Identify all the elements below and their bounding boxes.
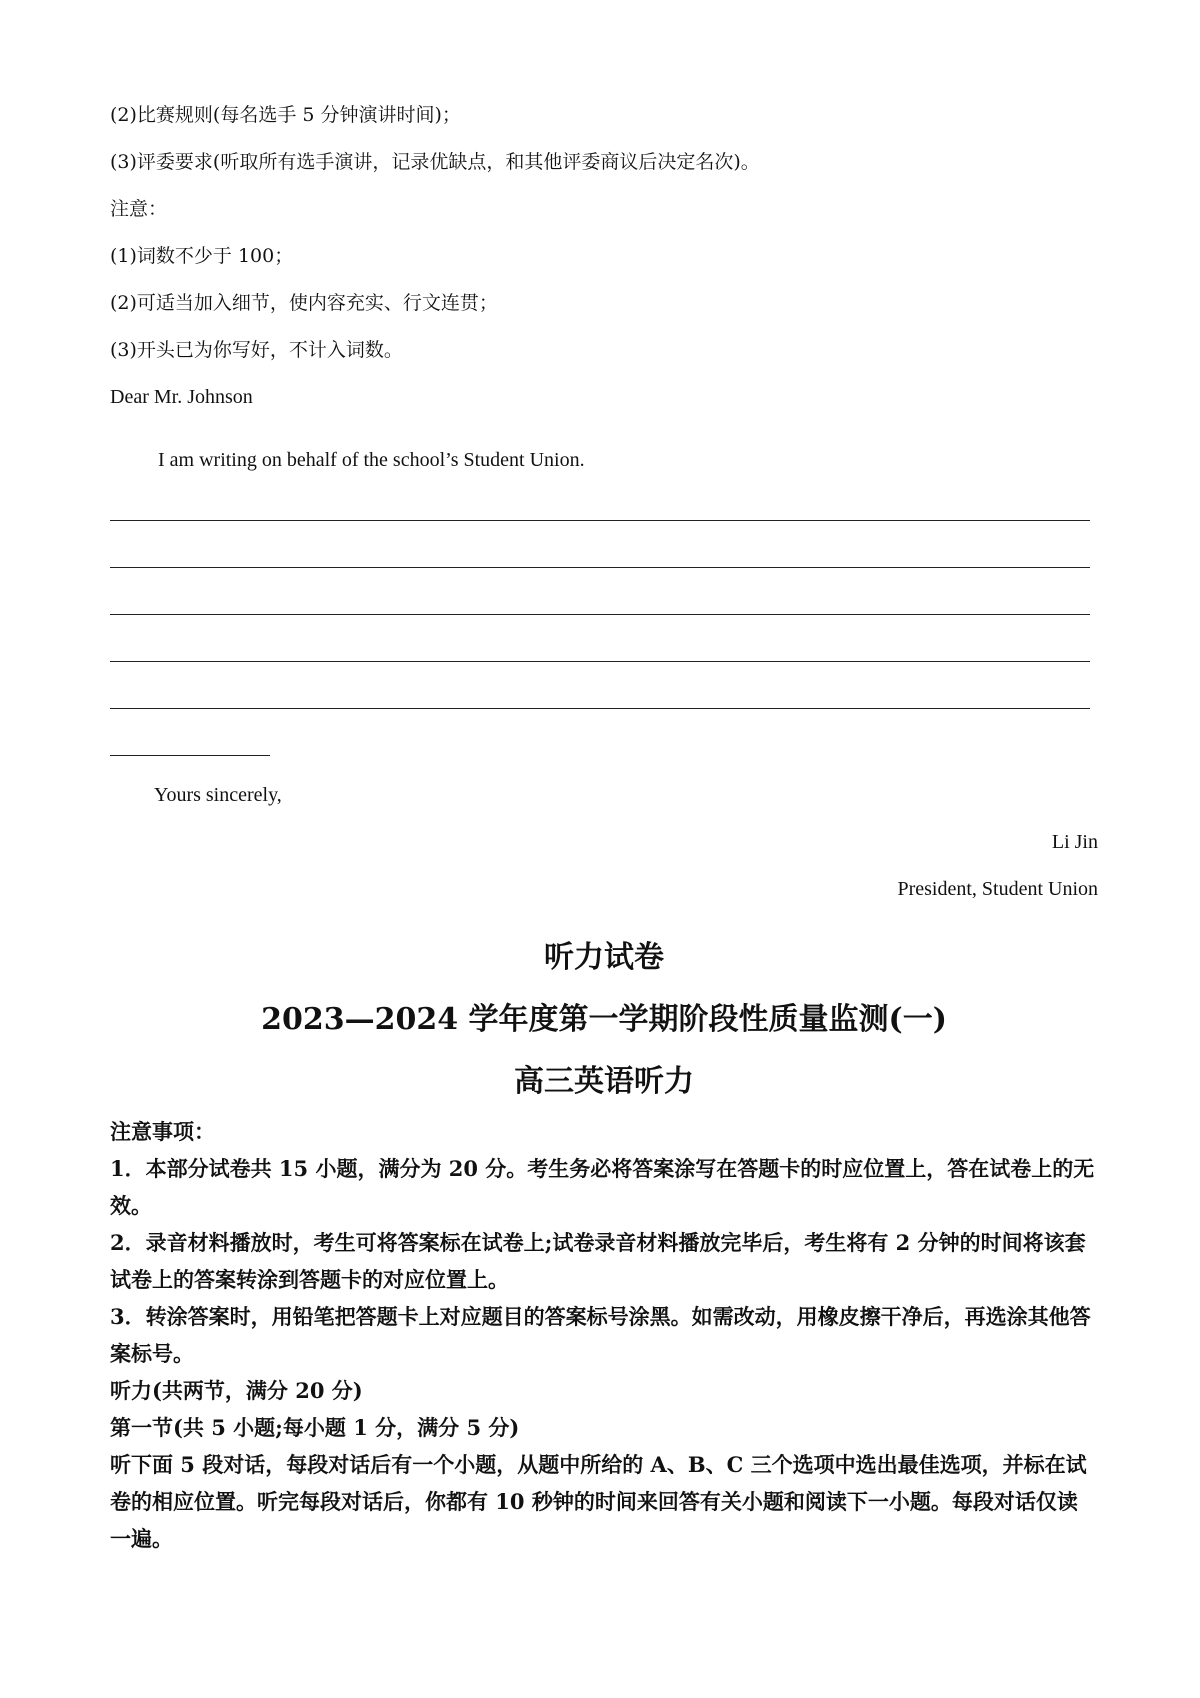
writing-line	[110, 488, 1098, 535]
letter-closing: Yours sincerely,	[154, 784, 282, 806]
writing-line	[110, 535, 1098, 582]
writing-area	[110, 488, 1098, 770]
listening-title: 听力试卷	[544, 940, 664, 975]
writing-line	[110, 582, 1098, 629]
instructions-heading: 注意事项：	[110, 1119, 215, 1144]
requirement-2: (2)比赛规则(每名选手 5 分钟演讲时间)；	[110, 104, 461, 126]
letter-signature-name: Li Jin	[1051, 831, 1098, 853]
notes-label: 注意：	[110, 198, 168, 220]
listening-subject: 高三英语听力	[514, 1064, 694, 1099]
writing-line	[110, 676, 1098, 723]
writing-line	[110, 629, 1098, 676]
exam-page	[110, 92, 1098, 1557]
writing-line-short	[110, 723, 1098, 770]
requirement-3: (3)评委要求(听取所有选手演讲，记录优缺点，和其他评委商议后决定名次)。	[110, 151, 760, 173]
part-title: 第一节(共 5 小题;每小题 1 分，满分 5 分)	[110, 1415, 520, 1440]
instruction-item-3: 3．转涂答案时，用铅笔把答题卡上对应题目的答案标号涂黑。如需改动，用橡皮擦干净后，再选涂其他答案标号。	[110, 1304, 1091, 1366]
note-1: (1)词数不少于 100；	[110, 245, 294, 267]
letter-salutation: Dear Mr. Johnson	[110, 386, 253, 408]
note-3: (3)开头已为你写好，不计入词数。	[110, 339, 403, 361]
letter-opening: I am writing on behalf of the school’s Student Union.	[158, 449, 585, 471]
letter-signature-title: President, Student Union	[897, 878, 1098, 900]
instruction-item-1: 1．本部分试卷共 15 小题，满分为 20 分。考生务必将答案涂写在答题卡的时应位置上，答在试卷上的无效。	[110, 1156, 1095, 1218]
section-title: 听力(共两节，满分 20 分)	[110, 1378, 363, 1403]
note-2: (2)可适当加入细节，使内容充实、行文连贯；	[110, 292, 498, 314]
listening-subtitle: 2023—2024 学年度第一学期阶段性质量监测(一)	[261, 1002, 947, 1037]
instruction-item-2: 2．录音材料播放时，考生可将答案标在试卷上;试卷录音材料播放完毕后，考生将有 2 分钟的时间将该套试卷上的答案转涂到答题卡的对应位置上。	[110, 1230, 1086, 1292]
part-directions: 听下面 5 段对话，每段对话后有一个小题，从题中所给的 A、B、C 三个选项中选出最佳选项，并标在试卷的相应位置。听完每段对话后，你都有 10 秒钟的时间来回答有关小题和阅读下一小题。每段对话仅读一遍。	[110, 1452, 1087, 1551]
